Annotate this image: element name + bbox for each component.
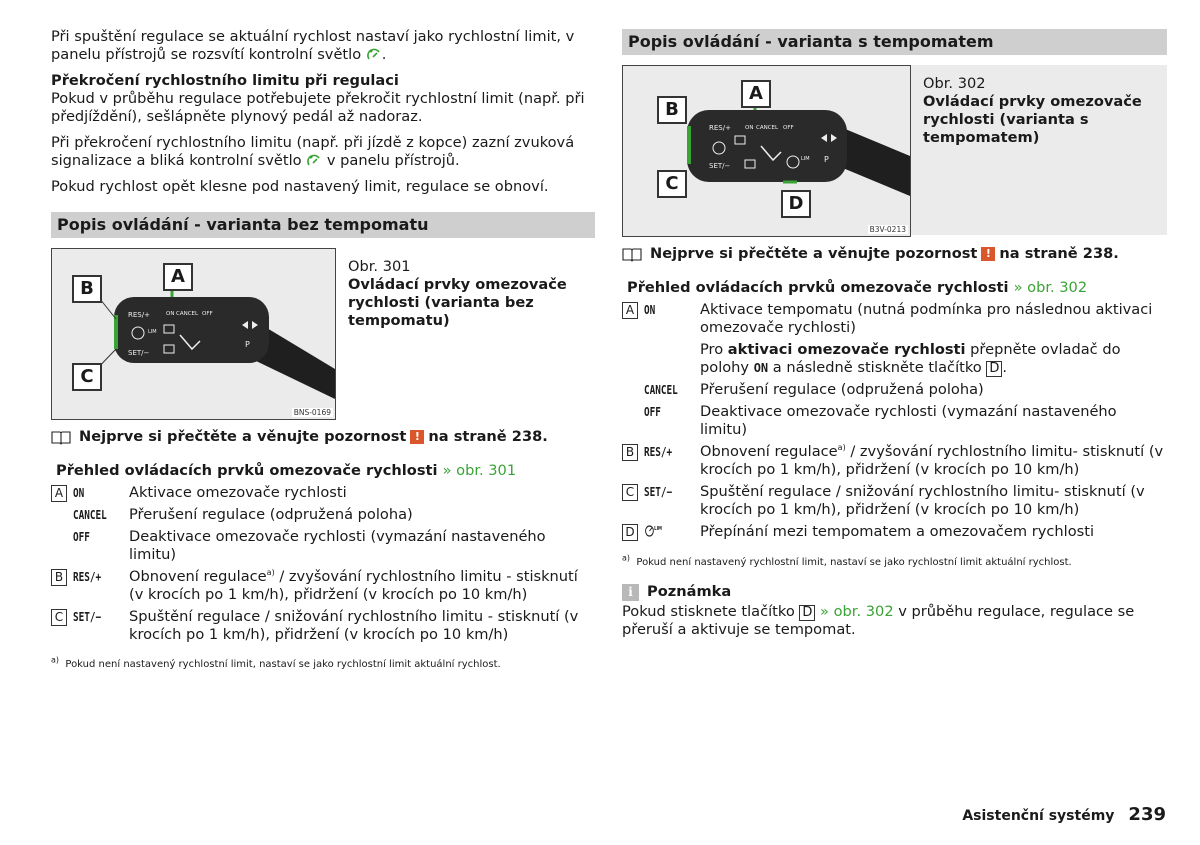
figure-301-caption: [336, 248, 595, 420]
control-desc: Deaktivace omezovače rychlosti (vymazání nastaveného limitu): [700, 403, 1117, 438]
page-number: 239: [1128, 804, 1166, 825]
control-letter: A: [622, 302, 638, 319]
stalk-off-label: OFF: [202, 311, 213, 317]
figure-302-image: [622, 65, 911, 237]
footnote-ref: a): [266, 568, 275, 578]
control-letter: B: [51, 569, 67, 586]
control-row: [51, 506, 595, 524]
warning-page-link[interactable]: na straně 238.: [999, 245, 1119, 262]
note-title: Poznámka: [647, 583, 732, 600]
exceed-paragraph: Pokud v průběhu regulace potřebujete překročit rychlostní limit (např. při předjíždění), sešlápněte plynový pedál až nadoraz.: [51, 90, 585, 125]
key-d-label: D: [799, 605, 815, 621]
svg-text:P: P: [245, 340, 250, 349]
control-row: [51, 484, 595, 502]
control-code: CANCEL: [73, 508, 107, 522]
control-desc-part: Pro: [700, 341, 724, 358]
footnote: [51, 655, 595, 671]
left-column: [51, 0, 595, 671]
note-paragraph: [622, 603, 1167, 639]
warning-icon: !: [981, 247, 995, 261]
figure-label-b: B: [657, 96, 687, 124]
figure-title: Ovládací prvky omezovače rychlosti (varianta bez tempomatu): [348, 276, 567, 329]
control-desc: Přerušení regulace (odpružená poloha): [129, 506, 413, 523]
stalk-off-label: OFF: [783, 125, 794, 131]
speed-limiter-icon: [306, 153, 322, 167]
downhill-text: Při překročení rychlostního limitu (např. při jízdě z kopce) zazní zvuková signalizace a bliká kontrolní světlo: [51, 134, 575, 169]
control-desc: Přepínání mezi tempomatem a omezovačem rychlosti: [700, 523, 1095, 540]
control-code: [644, 523, 688, 542]
control-desc-part: / zvyšování rychlostního limitu - stisknutí (v krocích po 1 km/h), přidržení (v krocích po 10 km/h): [129, 568, 578, 603]
figure-301: [51, 248, 595, 420]
overview-title: Přehled ovládacích prvků omezovače rychlosti: [627, 279, 1009, 296]
warning-line: [622, 245, 1167, 263]
figure-302: [622, 65, 1167, 237]
stalk-set-label: SET/−: [128, 349, 150, 357]
book-icon: [51, 430, 71, 444]
control-row: [622, 443, 1167, 479]
control-code: ON: [644, 303, 656, 317]
control-row: [622, 483, 1167, 519]
control-code: ON: [73, 486, 85, 500]
figure-tag: B3V-0213: [869, 225, 906, 234]
stalk-set-label: SET/−: [709, 162, 731, 170]
control-desc: Spuštění regulace / snižování rychlostního limitu - stisknutí (v krocích po 1 km/h), přidržení (v krocích po 10 km/h): [129, 608, 579, 643]
stalk-cancel-label: CANCEL: [756, 125, 779, 131]
section-title-cruise: Popis ovládání - varianta s tempomatem: [622, 29, 1167, 55]
control-code: CANCEL: [644, 383, 678, 397]
warning-icon: !: [410, 430, 424, 444]
overview-figure-link[interactable]: » obr. 302: [1013, 279, 1088, 296]
control-row: [622, 523, 1167, 542]
control-desc-part: Obnovení regulace: [700, 443, 838, 460]
key-d-label: D: [986, 361, 1002, 377]
control-desc-part: Obnovení regulace: [129, 568, 267, 585]
warning-text: Nejprve si přečtěte a věnujte pozornost: [79, 428, 407, 445]
lim-icon-label: LIM: [654, 526, 662, 533]
control-desc-part: / zvyšování rychlostního limitu- stisknutí (v krocích po 1 km/h), přidržení (v krocích po 10 km/h): [700, 443, 1164, 478]
footnote-mark: a): [622, 553, 631, 563]
note-text: Pokud stisknete tlačítko: [622, 603, 795, 620]
figure-label-c: C: [72, 363, 102, 391]
control-desc: [700, 443, 1167, 479]
control-code: SET/−: [73, 610, 102, 624]
footnote-ref: a): [837, 443, 846, 453]
stalk-res-label: RES/+: [128, 311, 150, 319]
figure-number: Obr. 301: [348, 258, 411, 275]
stalk-on-label: ON: [745, 125, 754, 131]
control-desc-part: a následně stiskněte tlačítko: [772, 359, 982, 376]
control-letter: C: [622, 484, 638, 501]
control-letter: C: [51, 609, 67, 626]
control-row: [622, 301, 1167, 377]
right-column: [622, 0, 1167, 639]
overview-title: Přehled ovládacích prvků omezovače rychlosti: [56, 462, 438, 479]
control-desc-extra: Pro aktivaci omezovače rychlosti přepněte ovladač do polohy ON a následně stiskněte tlačítko D .: [700, 341, 1121, 376]
resume-paragraph: Pokud rychlost opět klesne pod nastavený limit, regulace se obnoví.: [51, 178, 549, 195]
control-desc-bold: aktivaci omezovače rychlosti: [727, 341, 966, 358]
stalk-cancel-label: CANCEL: [176, 311, 199, 317]
control-desc-code: ON: [753, 361, 769, 375]
control-letter: B: [622, 444, 638, 461]
downhill-text-end: v panelu přístrojů.: [326, 152, 460, 169]
note-text: v průběhu regulace, regulace se přeruší a aktivuje se tempomat.: [622, 603, 1135, 638]
control-letter: A: [51, 485, 67, 502]
figure-title: Ovládací prvky omezovače rychlosti (varianta s tempomatem): [923, 93, 1142, 146]
control-code: RES/+: [73, 570, 102, 584]
figure-label-c: C: [657, 170, 687, 198]
control-desc: [129, 568, 595, 604]
footnote-text: Pokud není nastavený rychlostní limit, nastaví se jako rychlostní limit aktuální rychlost.: [65, 659, 501, 670]
footer-section-title: Asistenční systémy: [962, 808, 1115, 824]
section-title-no-cruise: Popis ovládání - varianta bez tempomatu: [51, 212, 595, 238]
overview-figure-link[interactable]: » obr. 301: [442, 462, 517, 479]
control-desc: Přerušení regulace (odpružená poloha): [700, 381, 984, 398]
stalk-on-label: ON: [166, 311, 175, 317]
control-row: [51, 528, 595, 564]
intro-paragraph: Při spuštění regulace se aktuální rychlost nastaví jako rychlostní limit, v panelu přístrojů se rozsvítí kontrolní světlo .: [51, 28, 575, 63]
footnote-mark: a): [51, 655, 60, 665]
figure-label-a: A: [163, 263, 193, 291]
footnote: [622, 553, 1167, 569]
control-row: [622, 381, 1167, 399]
figure-number: Obr. 302: [923, 75, 986, 92]
downhill-paragraph: [51, 134, 595, 170]
speed-limiter-mode-icon: [644, 523, 663, 537]
page-footer: [962, 806, 1166, 825]
note-figure-link[interactable]: » obr. 302: [820, 603, 894, 620]
speed-limiter-icon: [366, 47, 382, 61]
control-row: [622, 403, 1167, 439]
figure-301-image: [51, 248, 336, 420]
book-icon: [622, 247, 642, 261]
control-desc: [700, 301, 1167, 377]
svg-text:P: P: [824, 155, 829, 164]
exceed-heading: Překročení rychlostního limitu při regulaci: [51, 72, 399, 89]
footnote-text: Pokud není nastavený rychlostní limit, nastaví se jako rychlostní limit aktuální rychlost.: [636, 557, 1072, 568]
control-desc-main: Aktivace tempomatu (nutná podmínka pro následnou aktivaci omezovače rychlosti): [700, 301, 1153, 336]
stalk-lim-label: LIM: [148, 329, 157, 335]
overview-heading: [627, 279, 1167, 297]
control-code: OFF: [73, 530, 90, 544]
figure-label-b: B: [72, 275, 102, 303]
info-icon: i: [622, 584, 639, 601]
figure-302-caption: [911, 65, 1167, 235]
control-code: OFF: [644, 405, 661, 419]
warning-line: [51, 428, 595, 446]
figure-label-d: D: [781, 190, 811, 218]
control-letter: D: [622, 524, 638, 541]
control-desc: Deaktivace omezovače rychlosti (vymazání nastaveného limitu): [129, 528, 546, 563]
note-heading: [622, 583, 1167, 601]
control-code: SET/−: [644, 485, 673, 499]
control-desc: Aktivace omezovače rychlosti: [129, 484, 347, 501]
stalk-res-label: RES/+: [709, 124, 731, 132]
control-desc: Spuštění regulace / snižování rychlostního limitu- stisknutí (v krocích po 1 km/h), přidržení (v krocích po 10 km/h): [700, 483, 1145, 518]
intro-text: Při spuštění regulace se aktuální rychlost nastaví jako rychlostní limit, v panelu přístrojů se rozsvítí kontrolní světlo: [51, 28, 575, 63]
stalk-lim-label: LIM: [801, 156, 810, 162]
figure-label-a: A: [741, 80, 771, 108]
figure-tag: BNS-0169: [293, 408, 331, 417]
warning-text: Nejprve si přečtěte a věnujte pozornost: [650, 245, 978, 262]
overview-heading: [56, 462, 595, 480]
control-row: [51, 568, 595, 604]
control-row: [51, 608, 595, 644]
control-code: RES/+: [644, 445, 673, 459]
warning-page-link[interactable]: na straně 238.: [428, 428, 548, 445]
control-desc-part: přepněte ovladač do polohy: [700, 341, 1121, 376]
